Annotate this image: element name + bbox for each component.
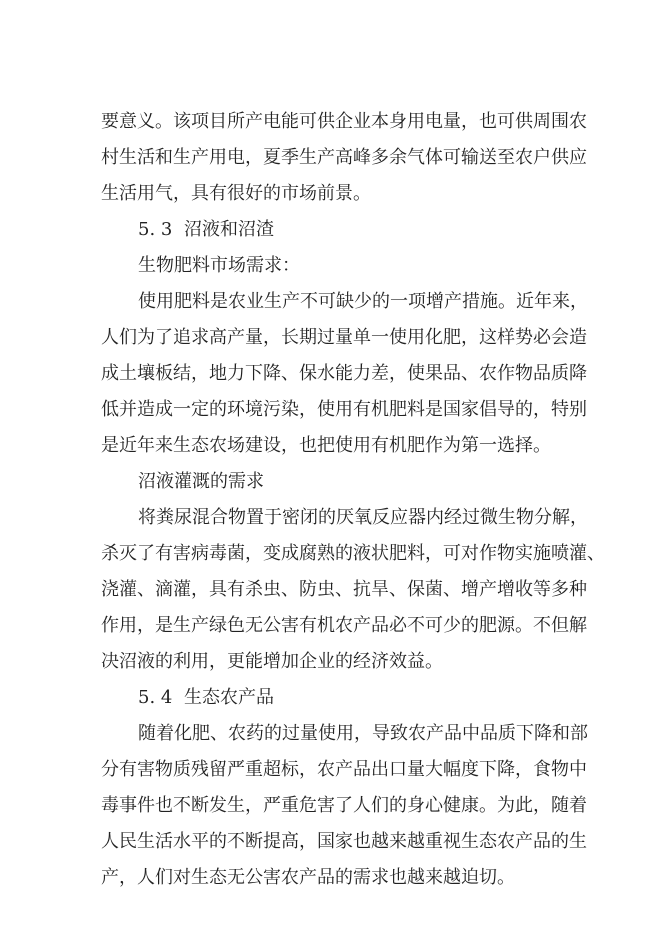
text-line: 作用，是生产绿色无公害有机农产品必不可少的肥源。不但解 <box>101 615 587 636</box>
section-number: 5. 4 <box>138 687 173 708</box>
text-line: 生活用气，具有很好的市场前景。 <box>101 183 371 204</box>
text-line: 分有害物质残留严重超标，农产品出口量大幅度下降，食物中 <box>101 759 587 780</box>
subheading-fertilizer-demand: 生物肥料市场需求： <box>138 255 300 276</box>
subheading-irrigation-demand: 沼液灌溉的需求 <box>138 471 264 492</box>
text-line: 人民生活水平的不断提高，国家也越来越重视生态农产品的生 <box>101 831 587 852</box>
section-number: 5. 3 <box>138 219 173 240</box>
section-heading-5-4 <box>138 687 274 709</box>
text-line: 浇灌、滴灌，具有杀虫、防虫、抗旱、保菌、增产增收等多种 <box>101 579 587 600</box>
text-line: 要意义。该项目所产电能可供企业本身用电量，也可供周围农 <box>101 111 587 132</box>
text-line: 是近年来生态农场建设，也把使用有机肥作为第一选择。 <box>101 435 551 456</box>
text-line: 决沼液的利用，更能增加企业的经济效益。 <box>101 651 443 672</box>
text-line: 将粪尿混合物置于密闭的厌氧反应器内经过微生物分解， <box>138 507 588 528</box>
text-line: 成土壤板结，地力下降、保水能力差，使果品、农作物品质降 <box>101 363 587 384</box>
text-line: 毒事件也不断发生，严重危害了人们的身心健康。为此，随着 <box>101 795 587 816</box>
section-heading-5-3 <box>138 219 274 241</box>
section-title: 生态农产品 <box>184 687 274 708</box>
section-title: 沼液和沼渣 <box>184 219 274 240</box>
text-line: 人们为了追求高产量，长期过量单一使用化肥，这样势必会造 <box>101 327 587 348</box>
text-line: 使用肥料是农业生产不可缺少的一项增产措施。近年来， <box>138 291 588 312</box>
text-line: 村生活和生产用电，夏季生产高峰多余气体可输送至农户供应 <box>101 147 587 168</box>
text-line: 低并造成一定的环境污染，使用有机肥料是国家倡导的，特别 <box>101 399 587 420</box>
text-line: 产，人们对生态无公害农产品的需求也越来越迫切。 <box>101 867 515 888</box>
text-line: 随着化肥、农药的过量使用，导致农产品中品质下降和部 <box>138 723 588 744</box>
text-line: 杀灭了有害病毒菌，变成腐熟的液状肥料，可对作物实施喷灌、 <box>101 543 605 564</box>
